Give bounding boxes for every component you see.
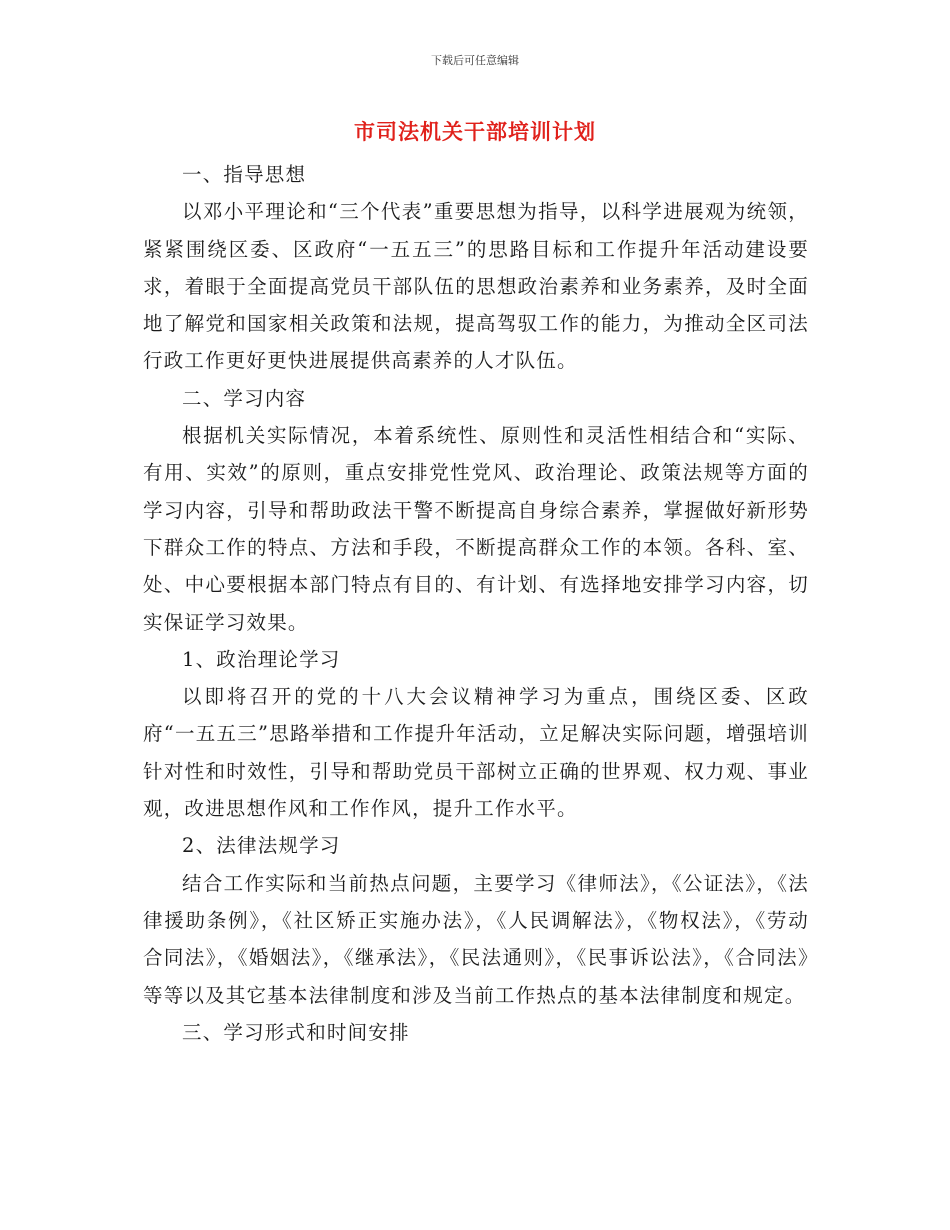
paragraph-laws: 结合工作实际和当前热点问题，主要学习《律师法》，《公证法》，《法律援助条例》，《社区矫正实施办法》，《人民调解法》，《物权法》，《劳动合同法》，《婚姻法》，《继承法》，《民法通则》，《民事诉讼法》，《合同法》等等以及其它基本法律制度和涉及当前工作热点的基本法律制度和规定。 <box>143 871 809 1007</box>
section-heading-study-form: 三、学习形式和时间安排 <box>182 1020 410 1044</box>
section-heading-guiding-thought: 一、指导思想 <box>182 163 307 186</box>
document-title: 市司法机关干部培训计划 <box>354 119 596 144</box>
paragraph-guiding-thought: 以邓小平理论和“三个代表”重要思想为指导，以科学进展观为统领，紧紧围绕区委、区政府“一五五三”的思路目标和工作提升年活动建设要求，着眼于全面提高党员干部队伍的思想政治素养和业务素养，及时全面地了解党和国家相关政策和法规，提高驾驭工作的能力，为推动全区司法行政工作更好更快进展提供高素养的人才队伍。 <box>143 200 809 373</box>
subsection-heading-laws: 2、法律法规学习 <box>182 834 341 858</box>
section-heading-study-content: 二、学习内容 <box>182 386 307 410</box>
paragraph-political-theory: 以即将召开的党的十八大会议精神学习为重点，围绕区委、区政府“一五五三”思路举措和工作提升年活动，立足解决实际问题，增强培训针对性和时效性，引导和帮助党员干部树立正确的世界观、权力观、事业观，改进思想作风和工作作风，提升工作水平。 <box>143 685 809 821</box>
paragraph-study-content: 根据机关实际情况，本着系统性、原则性和灵活性相结合和“实际、有用、实效”的原则，重点安排党性党风、政治理论、政策法规等方面的学习内容，引导和帮助政法干警不断提高自身综合素养，掌握做好新形势下群众工作的特点、方法和手段，不断提高群众工作的本领。各科、室、处、中心要根据本部门特点有目的、有计划、有选择地安排学习内容，切实保证学习效果。 <box>143 424 809 634</box>
document-body <box>143 156 809 1051</box>
page-header: 下载后可任意编辑 <box>431 54 519 67</box>
subsection-heading-political-theory: 1、政治理论学习 <box>182 647 341 671</box>
